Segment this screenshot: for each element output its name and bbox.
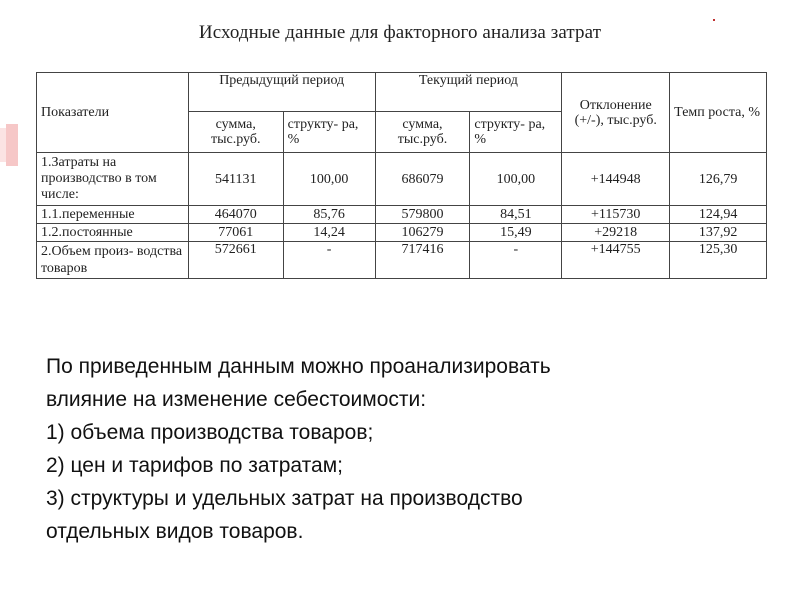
header-current-period: Текущий период [375,73,562,112]
list-item-continuation: отдельных видов товаров. [46,520,304,543]
row-label: 1.2.постоянные [37,224,189,242]
table-row [37,224,767,242]
subheader-prev-sum: сумма, тыс.руб. [188,112,283,153]
header-growth-rate: Темп роста, % [670,73,767,153]
cost-factor-table [36,72,767,279]
decorative-dot [713,19,715,21]
prev-sum-cell: 572661 [188,242,283,279]
growth-cell: 125,30 [670,242,767,279]
cur-structure-cell: 100,00 [470,153,562,206]
decorative-side-accent [0,124,22,166]
table-row [37,242,767,279]
prev-sum-cell: 77061 [188,224,283,242]
prev-structure-cell: - [283,242,375,279]
subheader-prev-structure: структу- ра, % [283,112,375,153]
cur-sum-cell: 106279 [375,224,470,242]
list-item: 3) структуры и удельных затрат на производство [46,487,523,510]
cur-sum-cell: 717416 [375,242,470,279]
analysis-text [46,350,766,548]
deviation-cell: +29218 [562,224,670,242]
prev-sum-cell: 464070 [188,206,283,224]
growth-cell: 124,94 [670,206,767,224]
deviation-cell: +144755 [562,242,670,279]
header-row [37,73,767,112]
deviation-cell: +144948 [562,153,670,206]
prev-structure-cell: 85,76 [283,206,375,224]
growth-cell: 126,79 [670,153,767,206]
row-label: 1.Затраты на производство в том числе: [37,153,189,206]
header-indicators: Показатели [37,73,189,153]
list-item: 1) объема производства товаров; [46,421,374,444]
prev-structure-cell: 14,24 [283,224,375,242]
prev-sum-cell: 541131 [188,153,283,206]
subheader-cur-structure: структу- ра, % [470,112,562,153]
prev-structure-cell: 100,00 [283,153,375,206]
cur-structure-cell: 84,51 [470,206,562,224]
cur-structure-cell: - [470,242,562,279]
intro-line-2: влияние на изменение себестоимости: [46,388,427,411]
header-previous-period: Предыдущий период [188,73,375,112]
table-row [37,206,767,224]
table-title: Исходные данные для факторного анализа затрат [198,22,602,43]
table-row [37,153,767,206]
subheader-cur-sum: сумма, тыс.руб. [375,112,470,153]
cur-sum-cell: 686079 [375,153,470,206]
accent-stripe [6,124,18,166]
intro-line-1: По приведенным данным можно проанализировать [46,355,551,378]
growth-cell: 137,92 [670,224,767,242]
list-item: 2) цен и тарифов по затратам; [46,454,343,477]
cur-sum-cell: 579800 [375,206,470,224]
row-label: 1.1.переменные [37,206,189,224]
cur-structure-cell: 15,49 [470,224,562,242]
row-label: 2.Объем произ- водства товаров [37,242,189,279]
header-deviation: Отклонение (+/-), тыс.руб. [562,73,670,153]
deviation-cell: +115730 [562,206,670,224]
